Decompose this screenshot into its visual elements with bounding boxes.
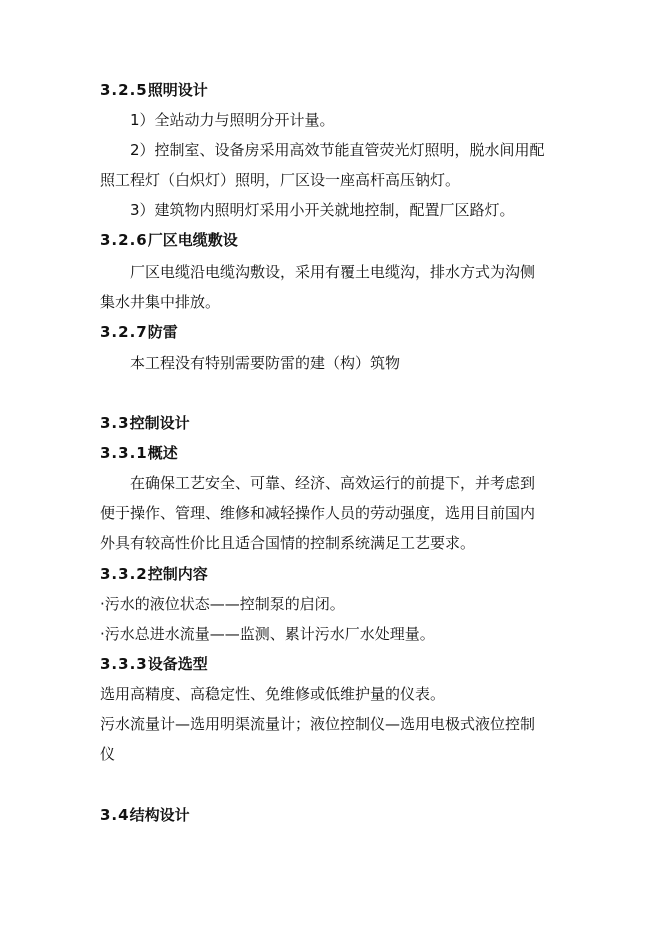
bullet-flow-monitoring: ·污水总进水流量——监测、累计污水厂水处理量。	[100, 625, 435, 643]
section-number: 3.3	[100, 414, 130, 432]
paragraph-lighting-2a: 2）控制室、设备房采用高效节能直管荧光灯照明，脱水间用配	[130, 141, 545, 159]
paragraph-overview-c: 外具有较高性价比且适合国情的控制系统满足工艺要求。	[100, 534, 476, 552]
section-number: 3.2.7	[100, 323, 148, 341]
paragraph-cable-a: 厂区电缆沿电缆沟敷设，采用有覆土电缆沟，排水方式为沟侧	[130, 263, 536, 281]
heading-3-3	[100, 413, 190, 433]
section-title: 防雷	[147, 323, 178, 341]
heading-3-3-2	[100, 564, 208, 584]
paragraph-lighting-3: 3）建筑物内照明灯采用小开关就地控制，配置厂区路灯。	[130, 201, 515, 219]
paragraph-lighting-2b: 照工程灯（白炽灯）照明，厂区设一座高杆高压钠灯。	[100, 171, 461, 189]
paragraph-overview-a: 在确保工艺安全、可靠、经济、高效运行的前提下，并考虑到	[130, 474, 536, 492]
paragraph-equipment-2b: 仪	[100, 745, 116, 763]
heading-3-2-5	[100, 80, 208, 100]
section-number: 3.3.1	[100, 444, 148, 462]
paragraph-equipment-2a: 污水流量计—选用明渠流量计；液位控制仪—选用电极式液位控制	[100, 715, 536, 733]
section-title: 控制内容	[147, 565, 208, 583]
heading-3-2-6	[100, 230, 238, 250]
heading-3-2-7	[100, 322, 178, 342]
section-number: 3.3.3	[100, 655, 148, 673]
heading-3-3-1	[100, 443, 178, 463]
paragraph-lightning: 本工程没有特别需要防雷的建（构）筑物	[130, 354, 401, 372]
section-number: 3.4	[100, 806, 130, 824]
bullet-level-control: ·污水的液位状态——控制泵的启闭。	[100, 595, 345, 613]
section-title: 结构设计	[129, 806, 190, 824]
paragraph-lighting-1: 1）全站动力与照明分开计量。	[130, 111, 335, 129]
section-number: 3.3.2	[100, 565, 148, 583]
paragraph-cable-b: 集水井集中排放。	[100, 293, 221, 311]
heading-3-4	[100, 805, 190, 825]
section-number: 3.2.5	[100, 81, 148, 99]
section-title: 控制设计	[129, 414, 190, 432]
section-title: 概述	[147, 444, 178, 462]
section-number: 3.2.6	[100, 231, 148, 249]
section-title: 照明设计	[147, 81, 208, 99]
heading-3-3-3	[100, 654, 208, 674]
paragraph-overview-b: 便于操作、管理、维修和减轻操作人员的劳动强度，选用目前国内	[100, 504, 536, 522]
paragraph-equipment-1: 选用高精度、高稳定性、免维修或低维护量的仪表。	[100, 685, 446, 703]
section-title: 厂区电缆敷设	[147, 231, 238, 249]
section-title: 设备选型	[147, 655, 208, 673]
